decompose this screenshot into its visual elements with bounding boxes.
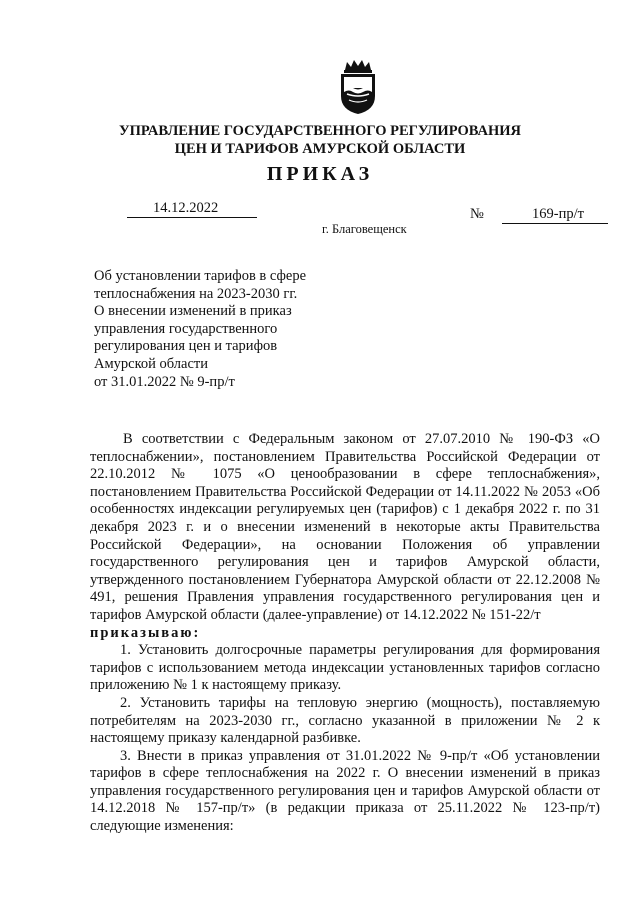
document-city: г. Благовещенск	[322, 222, 407, 236]
document-type-title: ПРИКАЗ	[266, 163, 374, 185]
subject-line: теплоснабжения на 2023-2030 гг.	[94, 285, 298, 302]
document-number: 169-пр/т	[532, 206, 584, 222]
organization-name-line1: УПРАВЛЕНИЕ ГОСУДАРСТВЕННОГО РЕГУЛИРОВАНИЯ	[118, 123, 522, 139]
subject-line: Об установлении тарифов в сфере	[94, 268, 307, 284]
subject-line: управления государственного	[94, 320, 278, 337]
order-item-1: 1. Установить долгосрочные параметры регулирования для формирования тарифов с использованием метода индексации установленных тарифов согласно приложению № 1 к настоящему приказу.	[90, 642, 600, 694]
subject-line: регулирования цен и тарифов	[94, 338, 278, 355]
number-underline	[502, 223, 608, 224]
document-body	[90, 431, 600, 836]
order-item-2: 2. Установить тарифы на тепловую энергию (мощность), поставляемую потребителям на 2023-2030 гг., согласно указанной в приложении № 2 к настоящему приказу календарной разбивке.	[90, 694, 600, 747]
order-keyword: приказываю:	[90, 624, 201, 641]
date-underline	[127, 217, 257, 218]
subject-line: Амурской области	[94, 355, 208, 372]
organization-name-line2: ЦЕН И ТАРИФОВ АМУРСКОЙ ОБЛАСТИ	[174, 141, 466, 157]
subject-line: О внесении изменений в приказ	[94, 303, 292, 320]
coat-of-arms-icon	[335, 58, 381, 116]
document-date: 14.12.2022	[153, 200, 219, 216]
preamble-paragraph: В соответствии с Федеральным законом от 27.07.2010 № 190-ФЗ «О теплоснабжении», постановлением Правительства Российской Федерации от 22.10.2012 № 1075 «О ценообразовании в сфере теплоснабжения», постановлением Правительства Российской Федерации от 14.11.2022 № 2053 «Об особенностях индексации регулируемых цен (тарифов) с 1 декабря 2022 г. по 31 декабря 2023 г. и о внесении изменений в некоторые акты Правительства Российской Федерации», на основании Положения об управлении государственного регулирования цен и тарифов Амурской области, утвержденного постановлением Губернатора Амурской области от 22.12.2008 № 491, решения Правления управления государственного регулирования цен и тарифов Амурской области (далее-управление) от 14.12.2022 № 151-22/т	[90, 431, 600, 623]
subject-line: от 31.01.2022 № 9-пр/т	[94, 373, 235, 390]
document-subject	[94, 268, 306, 391]
order-item-3: 3. Внести в приказ управления от 31.01.2022 № 9-пр/т «Об установлении тарифов в сфере теплоснабжения на 2022 г. О внесении изменений в приказ управления государственного регулирования цен и тарифов Амурской области от 14.12.2018 № 157-пр/т» (в редакции приказа от 25.11.2022 № 123-пр/т) следующие изменения:	[90, 747, 600, 835]
number-sign: №	[470, 206, 484, 222]
